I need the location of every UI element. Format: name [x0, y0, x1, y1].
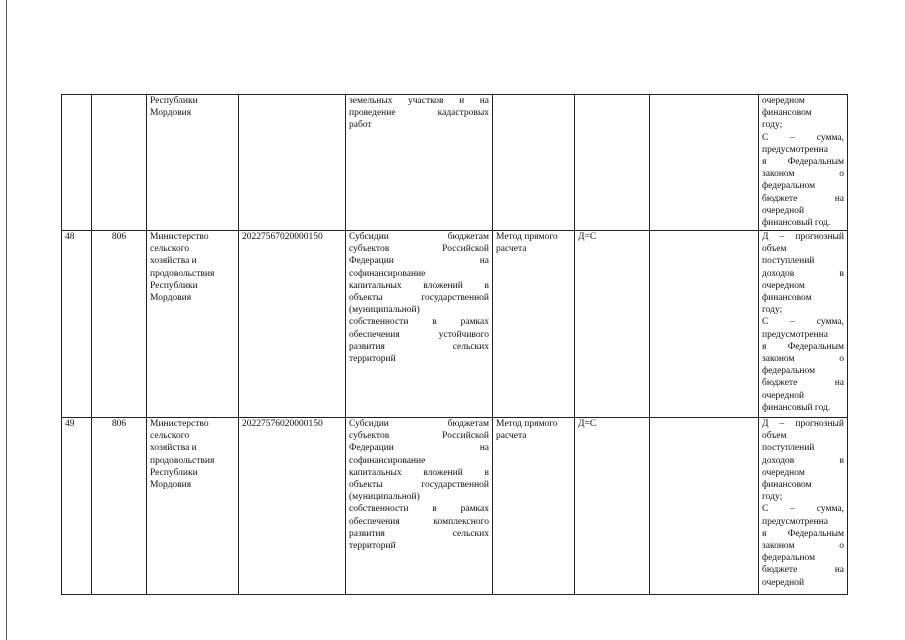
- empty-cell: [650, 418, 759, 595]
- revenue-name-cell-line: Федерации на: [349, 443, 489, 454]
- row-number-cell: 48: [62, 231, 92, 418]
- revenue-name-cell: [346, 418, 493, 595]
- empty-cell: [650, 95, 759, 231]
- table-row: [62, 95, 848, 231]
- formula-description-cell-line: федеральном: [762, 553, 816, 564]
- formula-description-cell-line: законом о: [762, 354, 844, 365]
- formula-description-cell-line: объем: [762, 244, 787, 255]
- revenue-forecast-table: [61, 94, 848, 595]
- table-row: [62, 418, 848, 595]
- formula-description-cell-line: С – сумма,: [762, 132, 844, 143]
- formula-description-cell-line: очередном: [762, 96, 805, 106]
- administrator-cell-line: Республики: [150, 467, 198, 478]
- formula-description-cell-line: законом о: [762, 169, 844, 180]
- table-body: [62, 95, 848, 595]
- formula-description-cell-line: Д – прогнозный: [762, 419, 844, 429]
- formula-description-cell-line: объем: [762, 431, 787, 442]
- formula-cell: [575, 95, 650, 231]
- formula-cell: Д=С: [575, 231, 650, 418]
- formula-description-cell-line: законом о: [762, 541, 844, 552]
- formula-description-cell-line: финансовый год.: [762, 402, 831, 413]
- formula-description-cell-line: предусмотренна: [762, 329, 828, 340]
- formula-description-cell-line: я Федеральным: [762, 341, 844, 352]
- formula-description-cell-line: федеральном: [762, 366, 816, 377]
- administrator-cell-line: Республики: [150, 96, 198, 106]
- formula-description-cell-line: доходов в: [762, 268, 844, 279]
- revenue-name-cell: [346, 231, 493, 418]
- administrator-cell-line: Республики: [150, 280, 198, 291]
- administrator-cell-line: хозяйства и: [150, 443, 197, 454]
- administrator-cell-line: Министерство: [150, 232, 209, 242]
- administrator-cell-line: Мордовия: [150, 480, 192, 491]
- calc-method-cell: Метод прямого расчета: [493, 418, 575, 595]
- row-number-cell: 49: [62, 418, 92, 595]
- revenue-name-cell-line: работ: [349, 120, 372, 131]
- administrator-cell-line: сельского: [150, 431, 190, 442]
- formula-description-cell-line: С – сумма,: [762, 317, 844, 328]
- formula-description-cell-line: финансовом: [762, 293, 812, 304]
- revenue-name-cell-line: субъектов Российской: [349, 431, 489, 442]
- formula-description-cell-line: доходов в: [762, 455, 844, 466]
- formula-description-cell-line: я Федеральным: [762, 157, 844, 168]
- formula-description-cell-line: очередной: [762, 205, 805, 216]
- administrator-cell-line: продовольствия: [150, 455, 215, 466]
- formula-description-cell-line: поступлений: [762, 256, 815, 267]
- formula-cell: Д=С: [575, 418, 650, 595]
- formula-description-cell-line: бюджете на: [762, 565, 844, 576]
- revenue-name-cell-line: собственности в рамках: [349, 317, 489, 328]
- formula-description-cell-line: предусмотренна: [762, 144, 828, 155]
- revenue-name-cell-line: обеспечения комплексного: [349, 516, 489, 527]
- administrator-cell-line: сельского: [150, 244, 190, 255]
- formula-description-cell-line: году;: [762, 492, 783, 503]
- revenue-name-cell-line: софинансирование: [349, 455, 426, 466]
- revenue-name-cell-line: территорий: [349, 541, 396, 552]
- formula-description-cell-line: поступлений: [762, 443, 815, 454]
- administrator-cell: [147, 418, 239, 595]
- formula-description-cell-line: финансовом: [762, 480, 812, 491]
- budget-code-cell: 20227576020000150: [239, 418, 346, 595]
- revenue-name-cell-line: Субсидии бюджетам: [349, 232, 489, 242]
- revenue-name-cell-line: (муниципальной): [349, 305, 420, 316]
- revenue-name-cell-line: Субсидии бюджетам: [349, 419, 489, 429]
- revenue-name-cell-line: (муниципальной): [349, 492, 420, 503]
- formula-description-cell-line: очередной: [762, 390, 805, 401]
- calc-method-cell: [493, 95, 575, 231]
- admin-code-cell: 806: [92, 231, 147, 418]
- formula-description-cell-line: финансовый год.: [762, 218, 831, 229]
- formula-description-cell-line: бюджете на: [762, 378, 844, 389]
- revenue-name-cell-line: объекты государственной: [349, 293, 489, 304]
- revenue-name-cell-line: обеспечения устойчивого: [349, 329, 489, 340]
- administrator-cell-line: Мордовия: [150, 108, 192, 119]
- revenue-name-cell-line: собственности в рамках: [349, 504, 489, 515]
- revenue-name-cell-line: проведение кадастровых: [349, 108, 489, 119]
- empty-cell: [650, 231, 759, 418]
- formula-description-cell: [759, 418, 848, 595]
- formula-description-cell-line: федеральном: [762, 181, 816, 192]
- administrator-cell: [147, 231, 239, 418]
- formula-description-cell-line: предусмотренна: [762, 516, 828, 527]
- formula-description-cell-line: году;: [762, 305, 783, 316]
- formula-description-cell-line: бюджете на: [762, 193, 844, 204]
- revenue-name-cell-line: субъектов Российской: [349, 244, 489, 255]
- revenue-name-cell-line: земельных участков и на: [349, 96, 489, 106]
- admin-code-cell: [92, 95, 147, 231]
- budget-code-cell: [239, 95, 346, 231]
- formula-description-cell-line: очередном: [762, 280, 805, 291]
- admin-code-cell: 806: [92, 418, 147, 595]
- revenue-name-cell-line: софинансирование: [349, 268, 426, 279]
- revenue-name-cell-line: капитальных вложений в: [349, 280, 489, 291]
- formula-description-cell: [759, 95, 848, 231]
- administrator-cell-line: Мордовия: [150, 293, 192, 304]
- formula-description-cell-line: году;: [762, 120, 783, 131]
- formula-description-cell-line: Д – прогнозный: [762, 232, 844, 242]
- formula-description-cell-line: С – сумма,: [762, 504, 844, 515]
- budget-code-cell: 20227567020000150: [239, 231, 346, 418]
- formula-description-cell-line: финансовом: [762, 108, 812, 119]
- revenue-name-cell: [346, 95, 493, 231]
- formula-description-cell-line: очередной: [762, 577, 805, 588]
- revenue-name-cell-line: развития сельских: [349, 341, 489, 352]
- table-row: [62, 231, 848, 418]
- revenue-name-cell-line: территорий: [349, 354, 396, 365]
- calc-method-cell: Метод прямого расчета: [493, 231, 575, 418]
- revenue-name-cell-line: капитальных вложений в: [349, 467, 489, 478]
- scan-edge-line: [6, 0, 7, 640]
- administrator-cell-line: хозяйства и: [150, 256, 197, 267]
- revenue-name-cell-line: развития сельских: [349, 528, 489, 539]
- administrator-cell: [147, 95, 239, 231]
- revenue-name-cell-line: объекты государственной: [349, 480, 489, 491]
- formula-description-cell-line: очередном: [762, 467, 805, 478]
- row-number-cell: [62, 95, 92, 231]
- revenue-name-cell-line: Федерации на: [349, 256, 489, 267]
- formula-description-cell-line: я Федеральным: [762, 528, 844, 539]
- administrator-cell-line: продовольствия: [150, 268, 215, 279]
- formula-description-cell: [759, 231, 848, 418]
- administrator-cell-line: Министерство: [150, 419, 209, 429]
